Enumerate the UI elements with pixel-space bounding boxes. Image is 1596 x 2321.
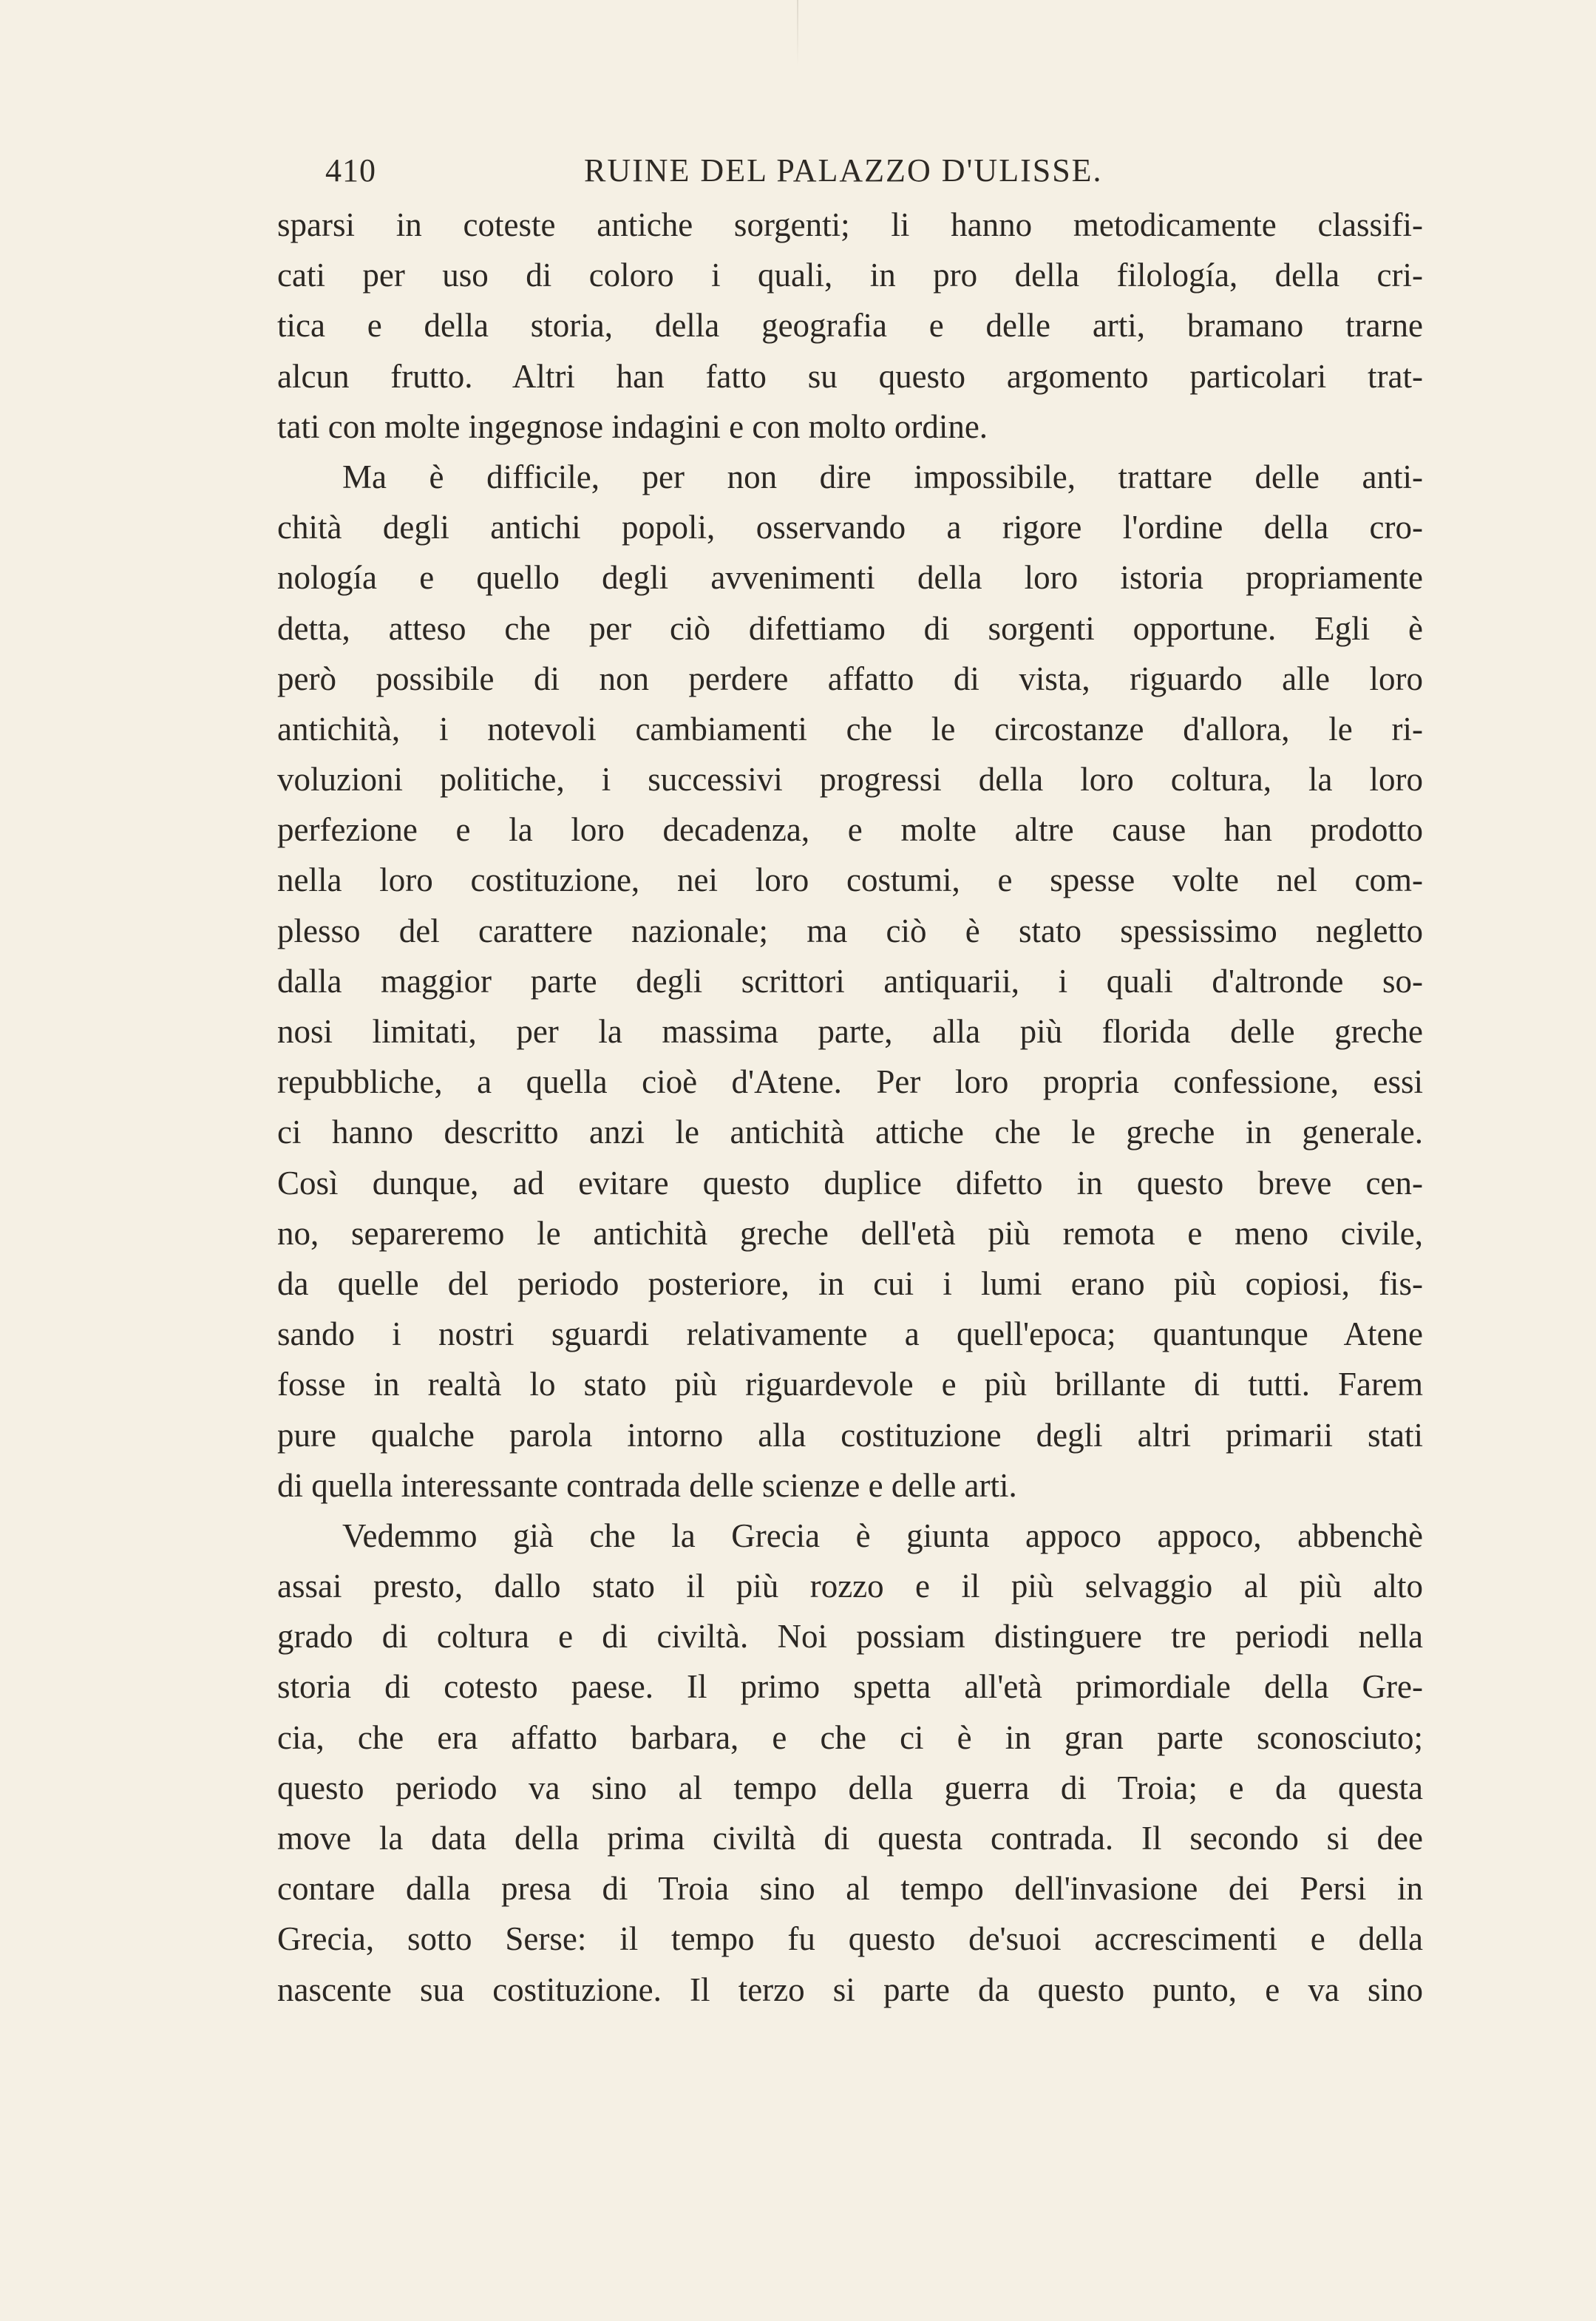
text-line: nascente sua costituzione. Il terzo si parte da questo punto, e va sino [277,1971,1423,2008]
text-line: Grecia, sotto Serse: il tempo fu questo de'suoi accrescimenti e della [277,1920,1423,1958]
page-header [325,152,1419,196]
page-fold-mark [797,0,798,67]
text-line: cati per uso di coloro i quali, in pro della filología, della cri- [277,257,1423,294]
text-line: però possibile di non perdere affatto di vista, riguardo alle loro [277,660,1423,697]
text-line: sando i nostri sguardi relativamente a quell'epoca; quantunque Atene [277,1315,1423,1353]
text-line: plesso del carattere nazionale; ma ciò è stato spessissimo negletto [277,912,1423,949]
text-line: detta, atteso che per ciò difettiamo di sorgenti opportune. Egli è [277,609,1423,647]
body-text [277,200,1423,2015]
page-number: 410 [325,152,376,189]
text-line: move la data della prima civiltà di questa contrada. Il secondo si dee [277,1820,1423,1857]
text-line: fosse in realtà lo stato più riguardevole e più brillante di tutti. Farem [277,1366,1423,1403]
text-line: sparsi in coteste antiche sorgenti; li hanno metodicamente classifi- [277,206,1423,243]
text-line: storia di cotesto paese. Il primo spetta all'età primordiale della Gre- [277,1668,1423,1706]
paragraph-start-line: Vedemmo già che la Grecia è giunta appoco appoco, abbenchè [342,1517,1423,1554]
text-line: questo periodo va sino al tempo della guerra di Troia; e da questa [277,1769,1423,1806]
text-line: cia, che era affatto barbara, e che ci è in gran parte sconosciuto; [277,1718,1423,1756]
text-line: assai presto, dallo stato il più rozzo e il più selvaggio al più alto [277,1568,1423,1605]
text-line: nología e quello degli avvenimenti della loro istoria propriamente [277,559,1423,597]
text-line: contare dalla presa di Troia sino al tempo dell'invasione dei Persi in [277,1870,1423,1908]
text-line: nella loro costituzione, nei loro costumi, e spesse volte nel com- [277,861,1423,899]
text-line: Così dunque, ad evitare questo duplice difetto in questo breve cen- [277,1164,1423,1202]
text-line: tica e della storia, della geografia e delle arti, bramano trarne [277,307,1423,345]
text-line: tati con molte ingegnose indagini e con molto ordine. [277,407,988,445]
text-line: no, separeremo le antichità greche dell'età più remota e meno civile, [277,1214,1423,1252]
text-line: repubbliche, a quella cioè d'Atene. Per loro propria confessione, essi [277,1063,1423,1101]
running-head: RUINE DEL PALAZZO D'ULISSE. [584,152,1103,189]
text-line: alcun frutto. Altri han fatto su questo argomento particolari trat- [277,357,1423,395]
text-line: grado di coltura e di civiltà. Noi possiam distinguere tre periodi nella [277,1618,1423,1656]
text-line: nosi limitati, per la massima parte, alla più florida delle greche [277,1013,1423,1050]
paragraph-start-line: Ma è difficile, per non dire impossibile, trattare delle anti- [342,458,1423,495]
text-line: perfezione e la loro decadenza, e molte altre cause han prodotto [277,811,1423,849]
text-line: da quelle del periodo posteriore, in cui i lumi erano più copiosi, fis- [277,1264,1423,1302]
text-line: dalla maggior parte degli scrittori antiquarii, i quali d'altronde so- [277,962,1423,1000]
text-line: chità degli antichi popoli, osservando a rigore l'ordine della cro- [277,509,1423,546]
text-line: antichità, i notevoli cambiamenti che le circostanze d'allora, le ri- [277,710,1423,748]
text-line: di quella interessante contrada delle scienze e delle arti. [277,1466,1017,1504]
text-line: pure qualche parola intorno alla costituzione degli altri primarii stati [277,1416,1423,1454]
text-line: ci hanno descritto anzi le antichità attiche che le greche in generale. [277,1114,1423,1151]
text-line: voluzioni politiche, i successivi progressi della loro coltura, la loro [277,761,1423,799]
